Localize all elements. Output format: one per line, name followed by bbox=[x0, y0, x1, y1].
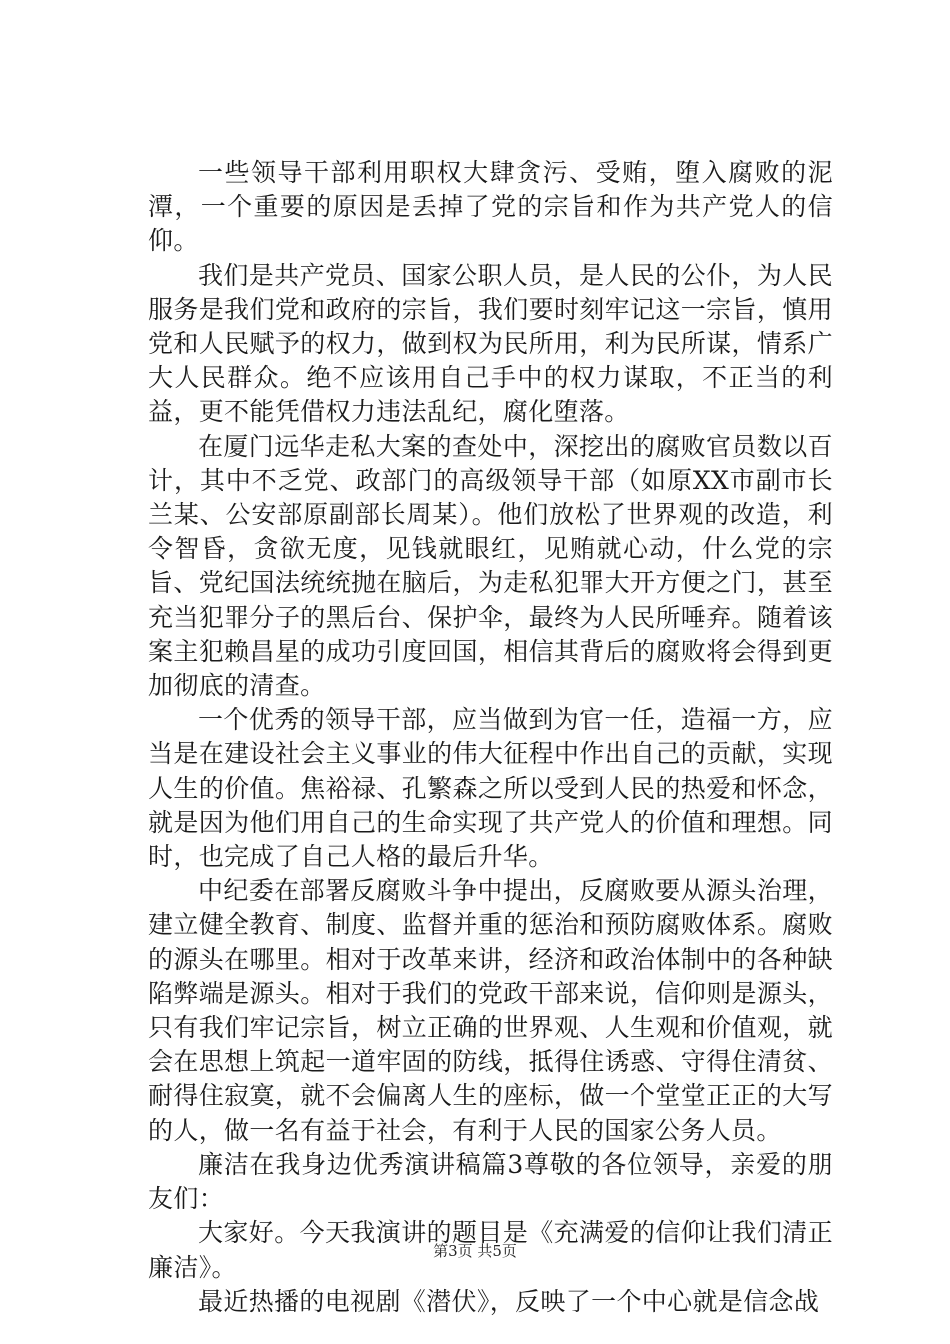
paragraph-6: 廉洁在我身边优秀演讲稿篇3尊敬的各位领导，亲爱的朋友们： bbox=[148, 1149, 833, 1214]
paragraph-2: 我们是共产党员、国家公职人员，是人民的公仆，为人民服务是我们党和政府的宗旨，我们要时刻牢记这一宗旨，慎用党和人民赋予的权力，做到权为民所用，利为民所谋，情系广大人民群众。绝不应该用自己手中的权力谋取，不正当的利益，更不能凭借权力违法乱纪，腐化堕落。 bbox=[148, 260, 833, 427]
paragraph-1: 一些领导干部利用职权大肆贪污、受贿，堕入腐败的泥潭，一个重要的原因是丢掉了党的宗旨和作为共产党人的信仰。 bbox=[148, 158, 833, 256]
paragraph-7: 大家好。今天我演讲的题目是《充满爱的信仰让我们清正廉洁》。 bbox=[148, 1218, 833, 1282]
paragraph-8: 最近热播的电视剧《潜伏》，反映了一个中心就是信念战 bbox=[198, 1286, 820, 1316]
paragraph-5: 中纪委在部署反腐败斗争中提出，反腐败要从源头治理，建立健全教育、制度、监督并重的惩治和预防腐败体系。腐败的源头在哪里。相对于改革来讲，经济和政治体制中的各种缺陷弊端是源头。相对于我们的党政干部来说，信仰则是源头，只有我们牢记宗旨，树立正确的世界观、人生观和价值观，就会在思想上筑起一道牢固的防线，抵得住诱惑、守得住清贫、耐得住寂寞，就不会偏离人生的座标，做一个堂堂正正的大写的人，做一名有益于社会，有利于人民的国家公务人员。 bbox=[148, 876, 833, 1145]
paragraph-3: 在厦门远华走私大案的查处中，深挖出的腐败官员数以百计，其中不乏党、政部门的高级领导干部（如原XX市副市长兰某、公安部原副部长周某）。他们放松了世界观的改造，利令智昏，贪欲无度，见钱就眼红，见贿就心动，什么党的宗旨、党纪国法统统抛在脑后，为走私犯罪大开方便之门，甚至充当犯罪分子的黑后台、保护伞，最终为人民所唾弃。随着该案主犯赖昌星的成功引度回国，相信其背后的腐败将会得到更加彻底的清查。 bbox=[148, 431, 833, 701]
document-body bbox=[148, 156, 833, 1319]
paragraph-4: 一个优秀的领导干部，应当做到为官一任，造福一方，应当是在建设社会主义事业的伟大征程中作出自己的贡献，实现人生的价值。焦裕禄、孔繁森之所以受到人民的热爱和怀念，就是因为他们用自己的生命实现了共产党人的价值和理想。同时，也完成了自己人格的最后升华。 bbox=[148, 705, 833, 872]
page-number-footer: 第3页 共5页 bbox=[433, 1242, 517, 1260]
